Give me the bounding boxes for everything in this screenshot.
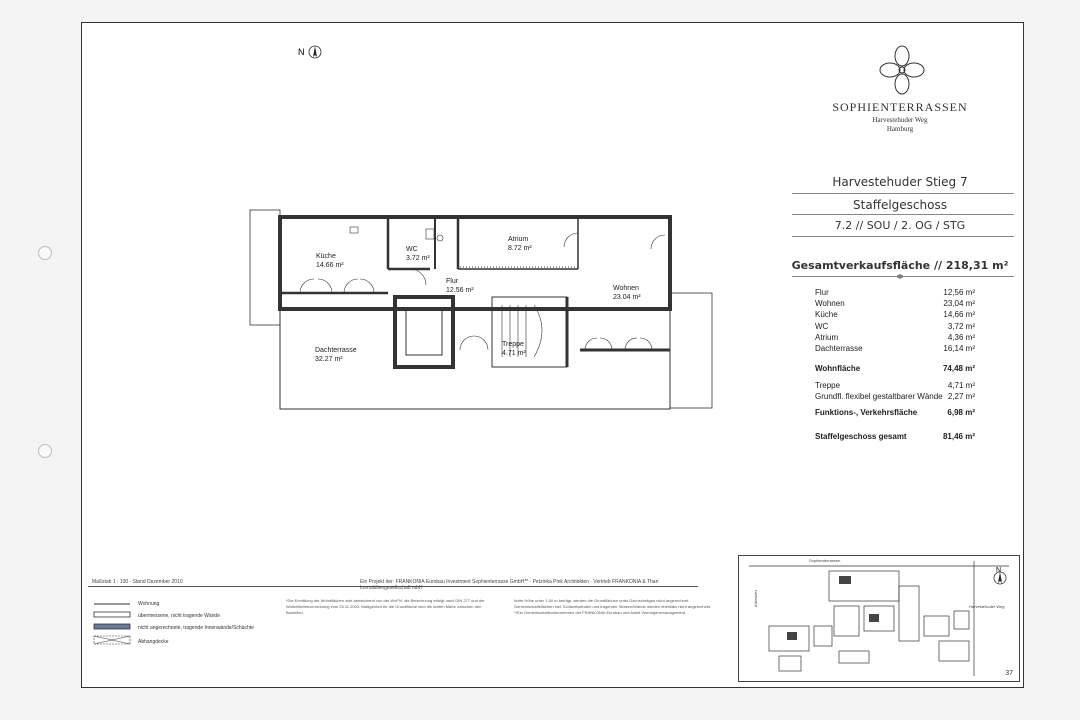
terrace-right [670, 293, 712, 408]
room-atrium [508, 235, 532, 253]
area-label: Flur [815, 288, 829, 297]
divider [792, 214, 1014, 215]
room-name: WC [406, 246, 418, 253]
area-row [815, 322, 975, 331]
room-area: 8.72 m² [508, 245, 532, 252]
map-label: Sophienterrassen [809, 558, 841, 563]
area-value: 74,48 m² [942, 364, 975, 373]
divider [792, 193, 1014, 194]
area-label: Treppe [815, 381, 841, 390]
area-row-wohnflaeche [815, 364, 975, 373]
legend-swatches [92, 598, 132, 654]
room-kueche [316, 252, 344, 270]
site-map [738, 555, 1020, 682]
project-note: Ein Projekt der: FRANKONIA Eurobau Investment Sophienterrasse GmbH** · Petzinka Pink Architekten · Vertrieb FRANKONIA & Than Immobiliengesellschaft mbH [360, 579, 659, 591]
room-flur [446, 277, 474, 295]
area-value: 6,98 m² [947, 408, 975, 417]
area-row-funktion [815, 408, 975, 417]
map-label: Alsterufer [753, 589, 759, 608]
footnote-col2: lichte Höhe unter 1,00 m beträgt, werden die Grundflächen unter Dachschrägen nicht angerechnet. Gemeinschaftsflächen inkl. Schachtwänden und tragender Stützen/Wände werden ebenfalls nicht angerechnet. **Ein Gemeinschaftsunternehmen der FRANKONIA Eurobau und Anteil Vermögensmanagement. [514, 598, 712, 615]
area-label: Küche [815, 310, 838, 320]
north-arrow-icon [296, 42, 326, 62]
area-value: 81,46 m² [942, 432, 975, 441]
floor-plan-drawing [240, 205, 740, 420]
room-dachterrasse [315, 346, 357, 364]
area-label: Dachterrasse [815, 344, 863, 353]
area-row [815, 333, 975, 342]
area-row [815, 288, 975, 297]
page-number: 37 [1005, 670, 1013, 677]
total-area: Gesamtverkaufsfläche // 218,31 m² * [791, 259, 1009, 285]
map-label: Harvestehuder Weg [969, 604, 1005, 609]
area-row [815, 344, 975, 353]
brand-name: SOPHIENTERRASSEN [832, 100, 968, 114]
area-value: 12,56 m² [943, 288, 975, 297]
area-value: 2,27 m² [947, 392, 975, 402]
map-north-icon [991, 564, 1009, 586]
room-name: Wohnen [613, 285, 639, 292]
room-name: Treppe [502, 341, 524, 348]
legend-nicht-tragend: übermessene, nicht tragende Wände [138, 613, 220, 619]
area-row [815, 381, 975, 390]
unit-floor: Staffelgeschoss [853, 198, 947, 212]
punch-hole [38, 246, 52, 260]
area-value: 4,36 m² [947, 332, 975, 342]
brand-city: Hamburg [886, 125, 914, 133]
area-label: Funktions-, Verkehrsfläche [815, 408, 918, 417]
punch-hole [38, 444, 52, 458]
area-row [815, 392, 975, 401]
svg-text:N: N [298, 47, 305, 57]
room-area: 32.27 m² [315, 356, 343, 363]
room-area: 4.71 m² [502, 350, 526, 357]
room-name: Dachterrasse [315, 347, 357, 354]
divider [792, 236, 1014, 237]
room-area: 23.04 m² [613, 294, 641, 301]
sophienterrassen-logo [870, 44, 934, 96]
area-label: WC [815, 321, 829, 331]
room-treppe [502, 340, 526, 358]
area-row [815, 310, 975, 319]
room-area: 14.66 m² [316, 262, 344, 269]
svg-text:N: N [996, 567, 1002, 574]
area-row [815, 299, 975, 308]
room-name: Flur [446, 278, 459, 285]
area-value: 23,04 m² [943, 299, 975, 309]
room-name: Küche [316, 253, 336, 260]
area-value: 14,66 m² [943, 310, 975, 320]
room-wohnen [613, 284, 641, 302]
area-label: Staffelgeschoss gesamt [815, 432, 907, 441]
area-label: Wohnen [815, 299, 845, 309]
legend-tragend: nicht angerechnete, tragende Innenwände/Schächte [138, 625, 254, 631]
legend-wohnung: Wohnung [138, 601, 160, 607]
area-value: 16,14 m² [943, 344, 975, 353]
area-row-gesamt [815, 432, 975, 441]
brand-street: Harvestehuder Weg [872, 116, 928, 124]
scale-note: Maßstab 1 : 100 · Stand Dezember 2010 [92, 579, 183, 585]
legend-abhangdecke: Abhangdecke [138, 639, 169, 645]
terrace-left [250, 210, 280, 325]
unit-street: Harvestehuder Stieg 7 [832, 175, 968, 189]
divider [792, 276, 1014, 277]
area-label: Atrium [815, 332, 839, 342]
unit-code: 7.2 // SOU / 2. OG / STG [834, 219, 966, 232]
area-value: 4,71 m² [947, 381, 975, 390]
room-name: Atrium [508, 236, 529, 243]
area-value: 3,72 m² [947, 321, 975, 331]
room-area: 3.72 m² [406, 255, 430, 262]
area-label: Grundfl. flexibel gestaltbarer Wände [815, 392, 943, 402]
room-wc [406, 245, 430, 263]
footnote-col1: *Die Ermittlung der Wohnflächen wird abweichend von der WoFlV, die Berechnung erfolgt nach DIN 277 und der Wohnflächenverordnung vom 25.11.2003. Maßgeblich für die Grundfläche sind die lichten Maße zwischen den Bauteilen. [286, 598, 485, 615]
area-label: Wohnfläche [815, 364, 861, 373]
room-area: 12.56 m² [446, 287, 474, 294]
